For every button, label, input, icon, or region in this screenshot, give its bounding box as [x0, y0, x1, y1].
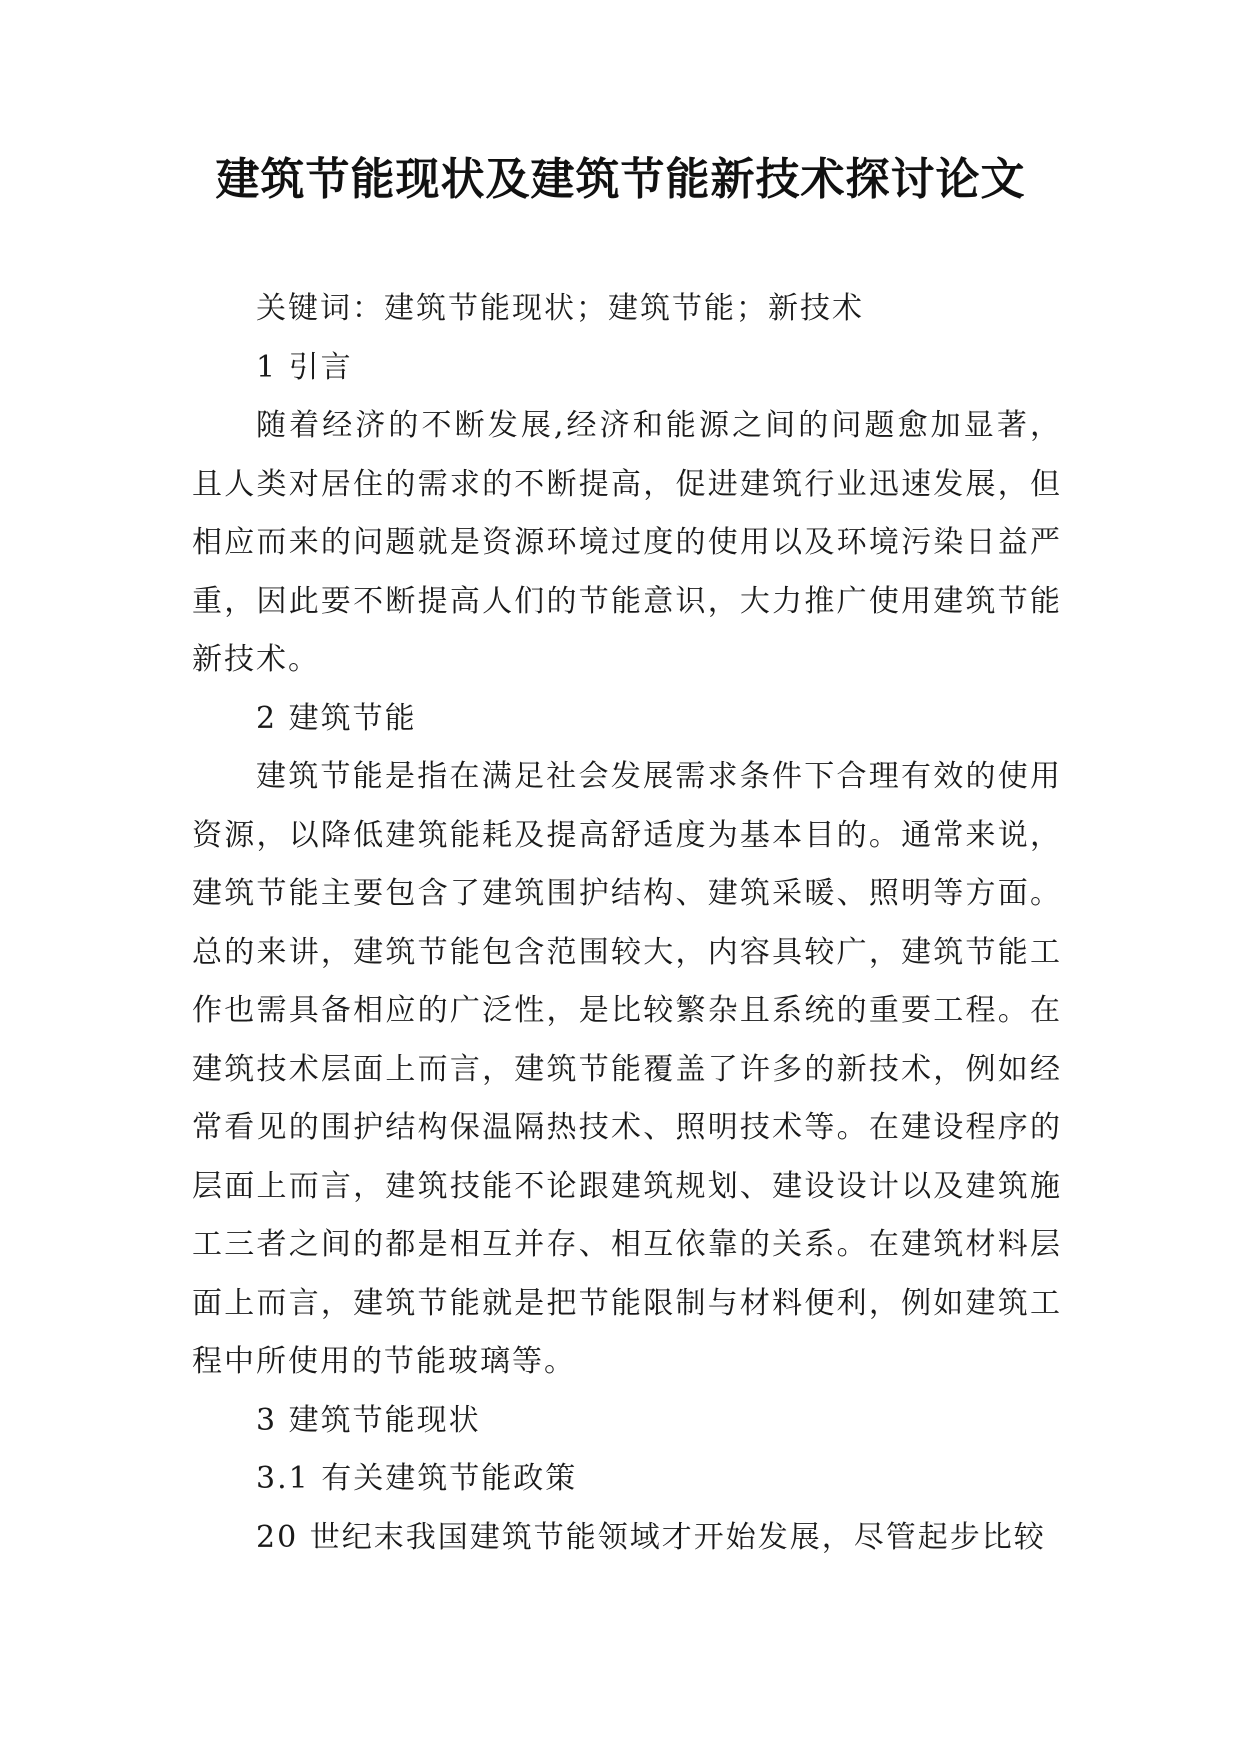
section-3-heading: 3 建筑节能现状: [256, 1402, 481, 1438]
keywords-line: 关键词：建筑节能现状；建筑节能；新技术: [256, 291, 864, 326]
section-3-1-heading: 3.1 有关建筑节能政策: [256, 1461, 578, 1496]
section-2-paragraph: 建筑节能是指在满足社会发展需求条件下合理有效的使用资源，以降低建筑能耗及提高舒适度为基本目的。通常来说，建筑节能主要包含了建筑围护结构、建筑采暖、照明等方面。总的来讲，建筑节能包含范围较大，内容具较广，建筑节能工作也需具备相应的广泛性，是比较繁杂且系统的重要工程。在建筑技术层面上而言，建筑节能覆盖了许多的新技术，例如经常看见的围护结构保温隔热技术、照明技术等。在建设程序的层面上而言，建筑技能不论跟建筑规划、建设设计以及建筑施工三者之间的都是相互并存、相互依靠的关系。在建筑材料层面上而言，建筑节能就是把节能限制与材料便利，例如建筑工程中所使用的节能玻璃等。: [192, 759, 1062, 1379]
document-title: 建筑节能现状及建筑节能新技术探讨论文: [215, 154, 1026, 205]
section-1-heading: 1 引言: [256, 349, 353, 385]
document-body: [192, 280, 1062, 1567]
section-2-heading: 2 建筑节能: [256, 700, 417, 736]
section-3-1-paragraph: 20 世纪末我国建筑节能领域才开始发展，尽管起步比较: [256, 1519, 1046, 1555]
section-1-paragraph: 随着经济的不断发展,经济和能源之间的问题愈加显著，且人类对居住的需求的不断提高，促进建筑行业迅速发展，但相应而来的问题就是资源环境过度的使用以及环境污染日益严重，因此要不断提高人们的节能意识，大力推广使用建筑节能新技术。: [192, 408, 1062, 677]
